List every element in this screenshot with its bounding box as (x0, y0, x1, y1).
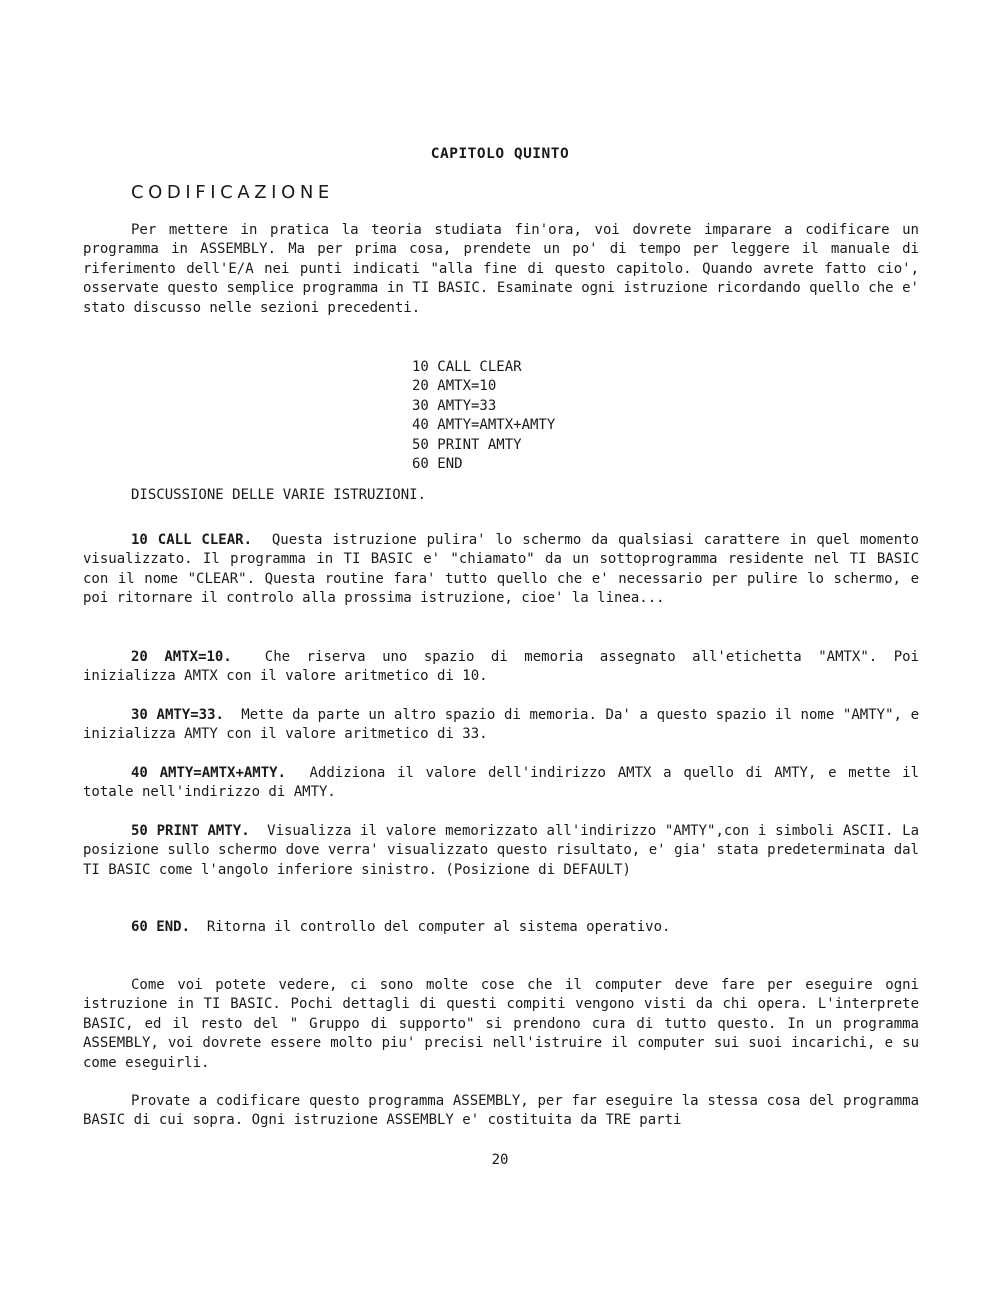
code-line: 30 AMTY=33 (412, 397, 497, 414)
item-60-paragraph (83, 918, 919, 937)
code-line: 50 PRINT AMTY (412, 436, 522, 453)
item-text: Ritorna il controllo del computer al sistema operativo. (206, 919, 671, 935)
code-line: 60 END (412, 456, 463, 473)
discussion-title: DISCUSSIONE DELLE VARIE ISTRUZIONI. (131, 487, 427, 503)
item-text: Mette da parte un altro spazio di memoria. Da' a questo spazio il nome "AMTY", e inizializza AMTY con il valore aritmetico di 33. (83, 707, 920, 743)
item-label: 60 END. (131, 919, 191, 935)
page-number: 20 (491, 1152, 509, 1168)
item-label: 40 AMTY=AMTX+AMTY. (131, 765, 287, 781)
code-line: 20 AMTX=10 (412, 378, 497, 395)
code-line: 40 AMTY=AMTX+AMTY (412, 417, 556, 434)
item-30-paragraph (83, 706, 919, 745)
item-10-paragraph (83, 531, 919, 609)
item-label: 20 AMTX=10. (131, 649, 232, 665)
closing-paragraph: Provate a codificare questo programma ASSEMBLY, per far eseguire la stessa cosa del programma BASIC di cui sopra. Ogni istruzione ASSEMBLY e' costituita da TRE parti (83, 1093, 919, 1129)
item-20-paragraph (83, 648, 919, 687)
chapter-title: CAPITOLO QUINTO (430, 146, 570, 162)
item-text: Addiziona il valore dell'indirizzo AMTX a quello di AMTY, e mette il totale nell'indirizzo di AMTY. (83, 765, 920, 801)
item-text: Che riserva uno spazio di memoria assegnato all'etichetta "AMTX". Poi inizializza AMTX con il valore aritmetico di 10. (83, 649, 919, 685)
item-40-paragraph (83, 764, 919, 803)
item-text: Questa istruzione pulira' lo schermo da qualsiasi carattere in quel momento visualizzato. Il programma in TI BASIC e' "chiamato" da un sottoprogramma residente nel TI BASIC con il nome "CLEAR". Questa routine fara' tutto quello che e' necessario per pulire lo schermo, e poi ritornare il controlo alla prossima istruzione, cioe' la linea... (83, 532, 919, 607)
item-label: 50 PRINT AMTY. (131, 823, 250, 839)
item-label: 10 CALL CLEAR. (131, 532, 252, 548)
closing-paragraph: Come voi potete vedere, ci sono molte cose che il computer deve fare per eseguire ogni istruzione in TI BASIC. Pochi dettagli di questi compiti vengono visti da chi opera. L'interprete BASIC, ed il resto del " Gruppo di supporto" si prendono cura di tutto questo. In un programma ASSEMBLY, voi dovrete essere molto piu' precisi nell'istruire il computer sui suoi incarichi, e su come eseguirli. (83, 977, 919, 1071)
item-50-paragraph (83, 822, 919, 880)
basic-listing (412, 358, 555, 474)
intro-paragraph: Per mettere in pratica la teoria studiata fin'ora, voi dovrete imparare a codificare un programma in ASSEMBLY. Ma per prima cosa, prendete un po' di tempo per leggere il manuale di riferimento dell'E/A nei punti indicati "alla fine di questo capitolo. Quando avrete fatto cio', osservate questo semplice programma in TI BASIC. Esaminate ogni istruzione ricordando quello che e' stato discusso nelle sezioni precedenti. (83, 222, 919, 316)
item-text: Visualizza il valore memorizzato all'indirizzo "AMTY",con i simboli ASCII. La posizione sullo schermo dove verra' visualizzato questo risultato, e' gia' stata predeterminata dal TI BASIC come l'angolo inferiore sinistro. (Posizione di DEFAULT) (83, 823, 919, 878)
item-label: 30 AMTY=33. (131, 707, 224, 723)
section-heading: CODIFICAZIONE (131, 182, 334, 203)
code-line: 10 CALL CLEAR (412, 359, 522, 375)
